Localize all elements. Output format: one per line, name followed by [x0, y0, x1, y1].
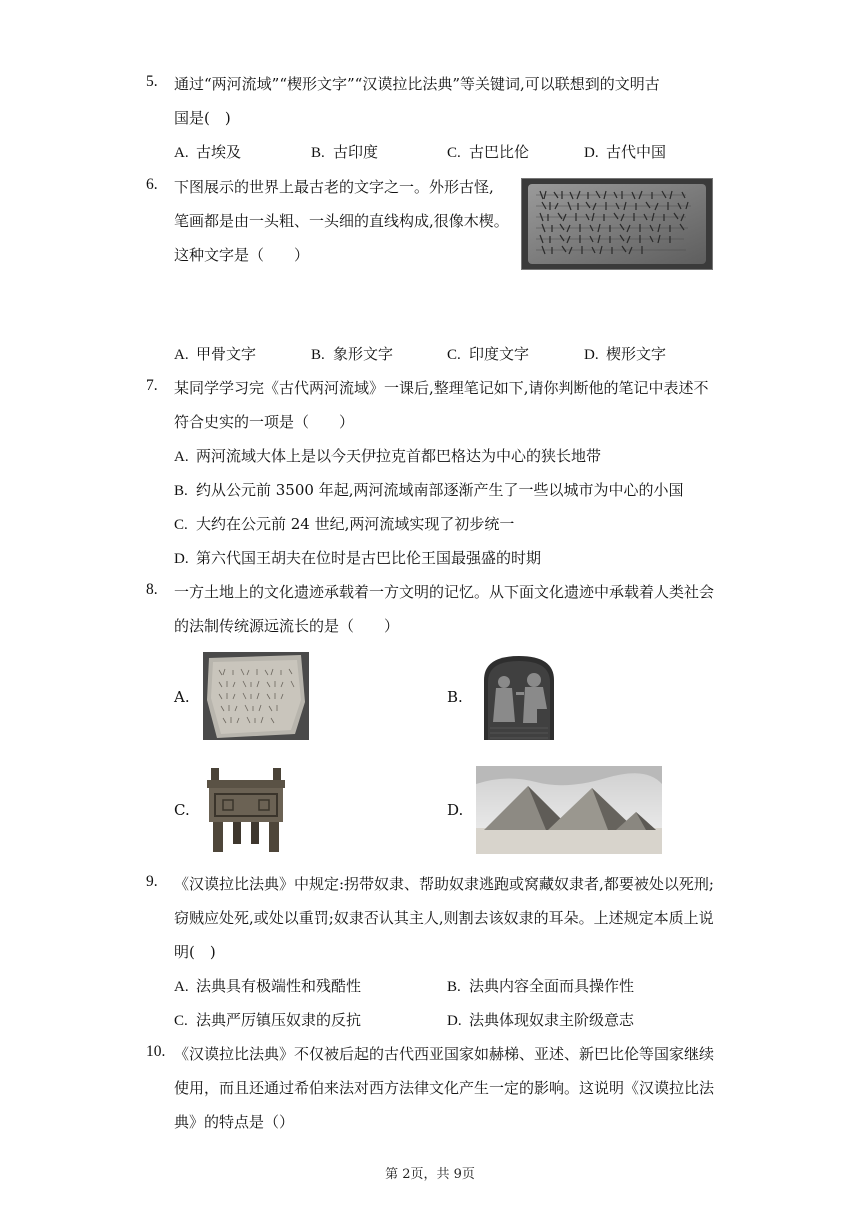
q8-option-d-image-pyramids — [476, 766, 662, 854]
q10-number: 10. — [146, 1043, 166, 1060]
q6-option-a[interactable]: A. 甲骨文字 — [174, 345, 257, 363]
q6-stem-line3: 这种文字是（ ） — [174, 246, 310, 264]
q5-option-b[interactable]: B. 古印度 — [311, 143, 379, 161]
q8-number: 8. — [146, 581, 158, 598]
q6-option-d[interactable]: D. 楔形文字 — [584, 345, 667, 363]
q6-number: 6. — [146, 176, 158, 193]
q9-option-d[interactable]: D. 法典体现奴隶主阶级意志 — [447, 1011, 635, 1029]
q9-stem-line2: 窃贼应处死,或处以重罚;奴隶否认其主人,则割去该奴隶的耳朵。上述规定本质上说 — [174, 909, 714, 927]
q10-stem-line3: 典》的特点是（） — [174, 1113, 295, 1131]
q8-stem-line1: 一方土地上的文化遗迹承载着一方文明的记忆。从下面文化遗迹中承载着人类社会 — [174, 583, 715, 601]
q8-option-c[interactable]: C. — [174, 801, 190, 819]
q8-option-c-image-bronze-ding — [203, 766, 289, 854]
page-footer: 第 2页，共 9页 — [385, 1167, 475, 1182]
q5-option-c[interactable]: C. 古巴比伦 — [447, 143, 530, 161]
q9-option-c[interactable]: C. 法典严厉镇压奴隶的反抗 — [174, 1011, 362, 1029]
q7-stem-line1: 某同学学习完《古代两河流域》一课后,整理笔记如下,请你判断他的笔记中表述不 — [174, 379, 709, 397]
q8-stem-line2: 的法制传统源远流长的是（ ） — [174, 617, 400, 635]
q6-option-c[interactable]: C. 印度文字 — [447, 345, 530, 363]
q7-option-b[interactable]: B. 约从公元前 3500 年起,两河流域南部逐渐产生了一些以城市为中心的小国 — [174, 481, 684, 499]
q9-number: 9. — [146, 873, 158, 890]
q8-option-b-image-code-stele — [476, 652, 562, 740]
q6-stem-line1: 下图展示的世界上最古老的文字之一。外形古怪, — [174, 178, 494, 196]
q10-stem-line2: 使用，而且还通过希伯来法对西方法律文化产生一定的影响。这说明《汉谟拉比法 — [174, 1079, 715, 1097]
q10-stem-line1: 《汉谟拉比法典》不仅被后起的古代西亚国家如赫梯、亚述、新巴比伦等国家继续 — [174, 1045, 715, 1063]
q8-option-a-image-inscribed-fragment — [203, 652, 309, 740]
q9-option-b[interactable]: B. 法典内容全面而具操作性 — [447, 977, 635, 995]
q9-stem-line1: 《汉谟拉比法典》中规定:拐带奴隶、帮助奴隶逃跑或窝藏奴隶者,都要被处以死刑; — [174, 875, 714, 893]
q7-number: 7. — [146, 377, 158, 394]
q5-option-d[interactable]: D. 古代中国 — [584, 143, 667, 161]
q5-stem-line1: 通过“两河流域”“楔形文字”“汉谟拉比法典”等关键词,可以联想到的文明古 — [174, 75, 660, 93]
q5-number: 5. — [146, 73, 158, 90]
q6-option-b[interactable]: B. 象形文字 — [311, 345, 394, 363]
q8-option-b[interactable]: B. — [447, 688, 463, 706]
q8-option-d[interactable]: D. — [447, 801, 464, 819]
q7-option-a[interactable]: A. 两河流域大体上是以今天伊拉克首都巴格达为中心的狭长地带 — [174, 447, 602, 465]
cuneiform-tablet-image — [521, 178, 713, 270]
q8-option-a[interactable]: A. — [174, 688, 190, 706]
q9-option-a[interactable]: A. 法典具有极端性和残酷性 — [174, 977, 362, 995]
q5-stem-line2: 国是( ) — [174, 109, 231, 127]
q6-stem-line2: 笔画都是由一头粗、一头细的直线构成,很像木楔。 — [174, 212, 509, 230]
q5-option-a[interactable]: A. 古埃及 — [174, 143, 242, 161]
q9-stem-line3: 明( ) — [174, 943, 216, 961]
q7-stem-line2: 符合史实的一项是（ ） — [174, 413, 355, 431]
q7-option-d[interactable]: D. 第六代国王胡夫在位时是古巴比伦王国最强盛的时期 — [174, 549, 542, 567]
q7-option-c[interactable]: C. 大约在公元前 24 世纪,两河流域实现了初步统一 — [174, 515, 515, 533]
